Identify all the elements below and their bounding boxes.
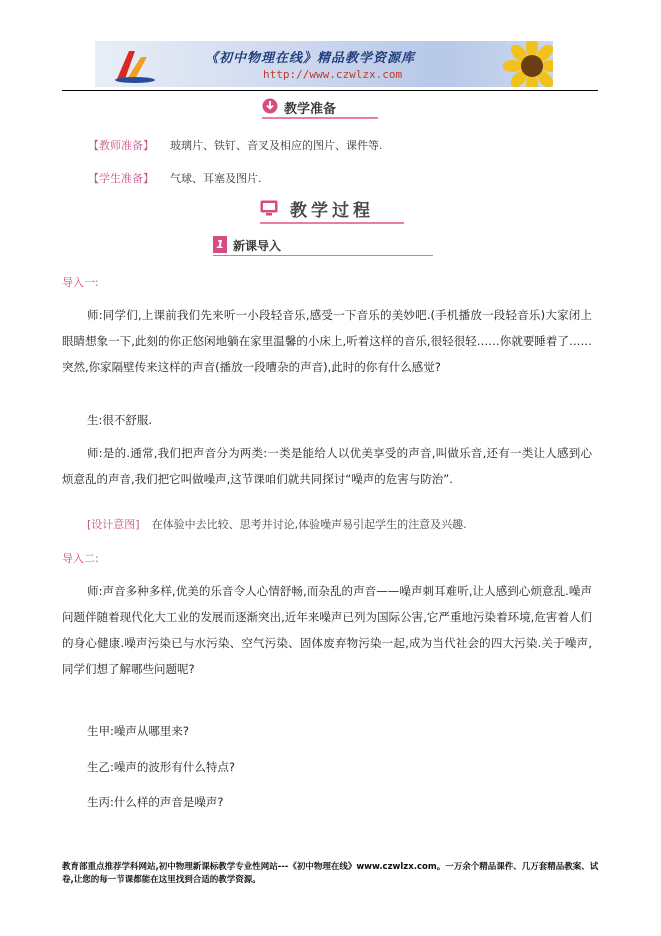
intro2-question-3: 生丙:什么样的声音是噪声? [87,795,224,809]
design-intent [87,516,467,532]
student-prep [88,170,262,186]
section-number-badge: 1 [213,236,227,253]
section-process-underline [260,222,404,224]
download-arrow-icon [262,98,278,114]
student-prep-label: 【学生准备】 [88,172,154,185]
intro2-paragraph: 师:声音多种多样,优美的乐音令人心情舒畅,而杂乱的声音——噪声刺耳难听,让人感到心烦意乱.噪声问题伴随着现代化大工业的发展而逐渐突出,近年来噪声已列为国际公害,它严重地污染着环境,危害着人们的身心健康.噪声污染已与水污染、空气污染、固体废弃物污染一起,成为当代社会的四大污染.关于噪声,同学们想了解哪些问题呢? [62,584,592,676]
intro2-question-1: 生甲:噪声从哪里来? [87,724,189,738]
section-new-heading [213,234,433,256]
teacher-prep-label: 【教师准备】 [88,139,154,152]
sunflower-icon [503,41,553,87]
intro1-paragraph-2: 师:是的.通常,我们把声音分为两类:一类是能给人以优美享受的声音,叫做乐音,还有一类让人感到心烦意乱的声音,我们把它叫做噪声,这节课咱们就共同探讨“噪声的危害与防治”. [62,446,592,486]
monitor-icon [260,200,278,216]
banner-url[interactable]: http://www.czwlzx.com [263,68,403,81]
section-prep-title: 教学准备 [284,102,337,117]
banner-title: 《初中物理在线》精品教学资源库 [205,51,416,66]
intro1-heading: 导入一: [62,276,99,289]
student-prep-text: 气球、耳塞及图片. [170,172,262,185]
teacher-prep [88,137,383,153]
intro1-paragraph-1: 师:同学们,上课前我们先来听一小段轻音乐,感受一下音乐的美妙吧.(手机播放一段轻音乐)大家闭上眼睛想象一下,此刻的你正悠闲地躺在家里温馨的小床上,听着这样的音乐,很轻很轻……你就要睡着了……突然,你家隔壁传来这样的声音(播放一段嘈杂的声音),此时的你有什么感觉? [62,308,592,374]
section-prep-underline [262,117,378,119]
design-intent-label: [设计意图] [87,518,140,531]
page-footer: 教育部重点推荐学科网站,初中物理新课标教学专业性网站---《初中物理在线》www.czwlzx.com。一万余个精品课件、几万套精品教案、试卷,让您的每一节课都能在这里找到合适的教学资源。 [62,862,599,885]
intro1-student-reply: 生:很不舒服. [87,413,153,427]
header-divider [62,90,598,91]
section-new-title: 新课导入 [233,239,282,253]
teacher-prep-text: 玻璃片、铁钉、音叉及相应的图片、课件等. [170,139,383,152]
design-intent-text: 在体验中去比较、思考并讨论,体验噪声易引起学生的注意及兴趣. [151,518,467,531]
section-new-underline [213,255,433,256]
section-process-title: 教学过程 [290,201,374,221]
header-banner [95,41,553,87]
intro2-heading: 导入二: [62,552,99,565]
intro2-question-2: 生乙:噪声的波形有什么特点? [87,760,235,774]
logo-icon [113,47,157,83]
